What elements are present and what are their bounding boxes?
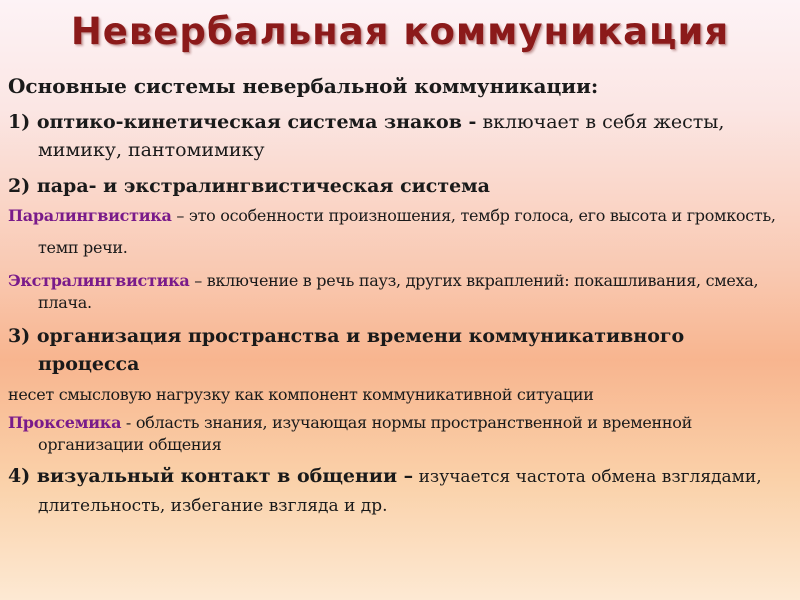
slide-title: Невербальная коммуникация (70, 10, 730, 53)
item-optical-kinetic-text: включает в себя жесты, мимику, пантомимику (38, 111, 725, 161)
item-space-time-title: 3) организация пространства и времени коммуникативного процесса (8, 325, 685, 375)
item-visual-contact (8, 462, 788, 520)
item-visual-contact-text: изучается частота обмена взглядами, длительность, избегание взгляда и др. (38, 467, 762, 516)
paralinguistics-definition (8, 200, 788, 264)
item-optical-kinetic (8, 108, 788, 164)
slide-content (8, 72, 788, 520)
space-time-note: несет смысловую нагрузку как компонент коммуникативной ситуации (8, 385, 594, 404)
paralinguistics-term: Паралингвистика (8, 206, 172, 225)
proxemics-definition (8, 412, 788, 456)
extralinguistics-term: Экстралингвистика (8, 271, 190, 290)
item-optical-kinetic-title: 1) оптико-кинетическая система знаков - (8, 111, 477, 133)
item-visual-contact-title: 4) визуальный контакт в общении – (8, 465, 414, 487)
extralinguistics-definition (8, 270, 788, 314)
lead-heading: Основные системы невербальной коммуникации: (8, 74, 599, 98)
proxemics-text: - область знания, изучающая нормы пространственной и временной организации общения (38, 413, 692, 454)
item-para-extra (8, 172, 788, 200)
extralinguistics-text: – включение в речь пауз, других вкраплений: покашливания, смеха, плача. (38, 271, 759, 312)
paralinguistics-text: – это особенности произношения, тембр голоса, его высота и громкость, темп речи. (38, 206, 776, 257)
proxemics-term: Проксемика (8, 413, 122, 432)
item-space-time (8, 322, 788, 378)
item-para-extra-title: 2) пара- и экстралингвистическая система (8, 175, 490, 197)
